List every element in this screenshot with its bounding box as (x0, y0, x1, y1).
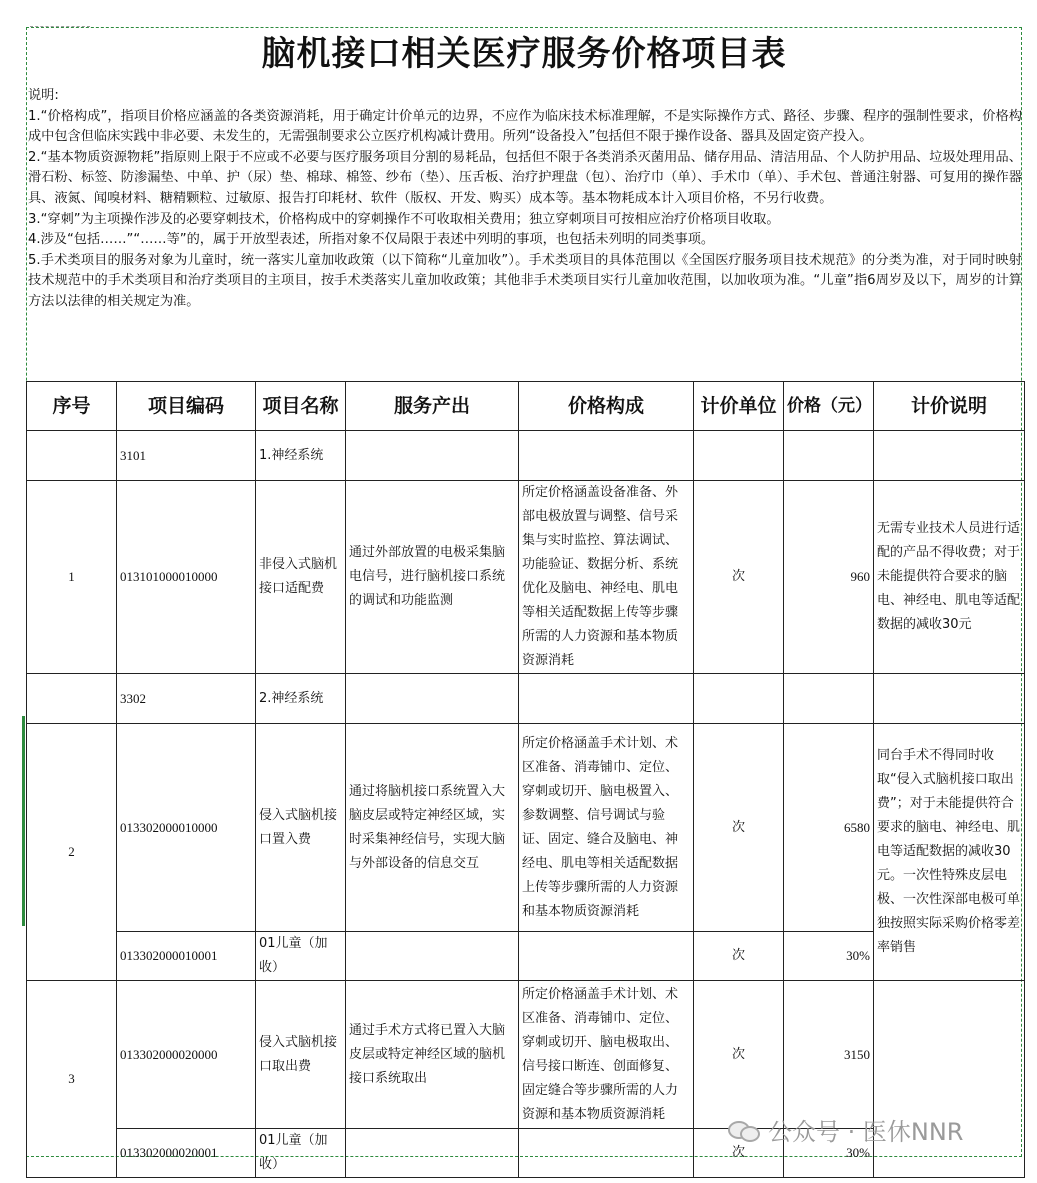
note-item: 4.涉及“包括……”“……等”的，属于开放型表述，所指对象不仅局限于表述中列明的事项，也包括未列明的同类事项。 (28, 232, 715, 248)
header-cell: 价格构成 (519, 382, 694, 431)
header-cell: 序号 (27, 382, 117, 431)
table-header-row (27, 382, 1025, 431)
item-name[interactable]: 侵入式脑机接口取出费 (256, 981, 346, 1129)
category-name[interactable]: 2.神经系统 (256, 674, 346, 724)
table-cell[interactable] (346, 932, 519, 981)
watermark (728, 1112, 963, 1147)
table-cell[interactable] (784, 431, 874, 481)
note-item: 2.“基本物质资源物耗”指原则上限于不应或不必要与医疗服务项目分割的易耗品，包括但不限于各类消杀灭菌用品、储存用品、清洁用品、个人防护用品、垃圾处理用品、滑石粉、标签、防渗漏垫、中单、护（尿）垫、棉球、棉签、纱布（垫）、压舌板、治疗护理盘（包）、治疗巾（单）、手术巾（单）、手术包、普通注射器、可复用的操作器具、液氮、闻嗅材料、糖精颗粒、过敏原、报告打印耗材、软件（版权、开发、购买）成本等。基本物耗成本计入项目价格，不另行收费。 (28, 149, 1022, 206)
item-name[interactable]: 非侵入式脑机接口适配费 (256, 481, 346, 674)
item-name[interactable]: 01儿童（加收） (256, 932, 346, 981)
price-value[interactable]: 6580 (784, 724, 874, 932)
header-cell: 计价单位 (694, 382, 784, 431)
item-code[interactable]: 013302000020000 (117, 981, 256, 1129)
item-name[interactable]: 侵入式脑机接口置入费 (256, 724, 346, 932)
table-cell[interactable] (694, 674, 784, 724)
notes-heading: 说明: (28, 88, 59, 103)
table-cell[interactable] (27, 674, 117, 724)
category-code[interactable]: 3302 (117, 674, 256, 724)
table-cell[interactable] (519, 932, 694, 981)
note-item: 1.“价格构成”，指项目价格应涵盖的各类资源消耗，用于确定计价单元的边界，不应作为临床技术标准理解，不是实际操作方式、路径、步骤、程序的强制性要求，价格构成中包含但临床实践中非必要、未发生的，无需强制要求公立医疗机构减计费用。所列“设备投入”包括但不限于操作设备、器具及固定资产投入。 (28, 108, 1022, 145)
billing-note[interactable]: 无需专业技术人员进行适配的产品不得收费；对于未能提供符合要求的脑电、神经电、肌电等适配数据的减收30元 (874, 481, 1025, 674)
price-composition[interactable]: 所定价格涵盖设备准备、外部电极放置与调整、信号采集与实时监控、算法调试、功能验证、数据分析、系统优化及脑电、神经电、肌电等相关适配数据上传等步骤所需的人力资源和基本物质资源消耗 (519, 481, 694, 674)
header-cell: 服务产出 (346, 382, 519, 431)
table-cell[interactable] (346, 431, 519, 481)
item-code[interactable]: 013302000010001 (117, 932, 256, 981)
service-output[interactable]: 通过手术方式将已置入大脑皮层或特定神经区域的脑机接口系统取出 (346, 981, 519, 1129)
page-title: 脑机接口相关医疗服务价格项目表 (261, 34, 787, 74)
note-item: 3.“穿刺”为主项操作涉及的必要穿刺技术，价格构成中的穿刺操作不可收取相关费用；独立穿刺项目可按相应治疗价格项目收取。 (28, 211, 780, 227)
price-value[interactable]: 30% (784, 1129, 874, 1178)
billing-unit[interactable]: 次 (694, 1129, 784, 1178)
item-code[interactable]: 013302000010000 (117, 724, 256, 932)
table-row (27, 481, 1025, 674)
price-value[interactable]: 3150 (784, 981, 874, 1129)
table-row (27, 724, 1025, 932)
header-cell: 项目编码 (117, 382, 256, 431)
table-cell[interactable] (27, 431, 117, 481)
billing-unit[interactable]: 次 (694, 981, 784, 1129)
sheet-corner-stub (30, 8, 90, 27)
header-cell: 计价说明 (874, 382, 1025, 431)
billing-unit[interactable]: 次 (694, 481, 784, 674)
billing-unit[interactable]: 次 (694, 932, 784, 981)
category-row (27, 674, 1025, 724)
note-item: 5.手术类项目的服务对象为儿童时，统一落实儿童加收政策（以下简称“儿童加收”）。手术类项目的具体范围以《全国医疗服务项目技术规范》的分类为准，对于同时映射技术规范中的手术类项目和治疗类项目的主项目，按手术类落实儿童加收政策；其他非手术类项目实行儿童加收范围，以加收项为准。“儿童”指6周岁及以下，周岁的计算方法以法律的相关规定为准。 (28, 252, 1022, 309)
category-row (27, 431, 1025, 481)
table-cell[interactable] (519, 431, 694, 481)
item-code[interactable]: 013101000010000 (117, 481, 256, 674)
table-cell[interactable] (346, 674, 519, 724)
selection-bar (22, 716, 25, 926)
price-value[interactable]: 30% (784, 932, 874, 981)
table-row (27, 981, 1025, 1129)
table-cell[interactable] (874, 431, 1025, 481)
row-number[interactable]: 2 (27, 724, 117, 981)
table-cell[interactable] (694, 431, 784, 481)
item-code[interactable]: 013302000020001 (117, 1129, 256, 1178)
service-output[interactable]: 通过外部放置的电极采集脑电信号，进行脑机接口系统的调试和功能监测 (346, 481, 519, 674)
row-number[interactable]: 3 (27, 981, 117, 1178)
table-cell[interactable] (874, 674, 1025, 724)
billing-note[interactable] (874, 981, 1025, 1178)
table-cell[interactable] (519, 674, 694, 724)
price-composition[interactable]: 所定价格涵盖手术计划、术区准备、消毒铺巾、定位、穿刺或切开、脑电极取出、信号接口断连、创面修复、固定缝合等步骤所需的人力资源和基本物质资源消耗 (519, 981, 694, 1129)
wechat-icon (728, 1119, 762, 1141)
service-output[interactable]: 通过将脑机接口系统置入大脑皮层或特定神经区域，实时采集神经信号，实现大脑与外部设备的信息交互 (346, 724, 519, 932)
header-cell: 价格（元） (784, 382, 874, 431)
header-cell: 项目名称 (256, 382, 346, 431)
price-table (26, 381, 1025, 1178)
item-name[interactable]: 01儿童（加收） (256, 1129, 346, 1178)
watermark-text: 公众号 · 医休NNR (768, 1118, 964, 1146)
notes-block (28, 86, 1022, 313)
table-cell[interactable] (346, 1129, 519, 1178)
category-name[interactable]: 1.神经系统 (256, 431, 346, 481)
price-composition[interactable]: 所定价格涵盖手术计划、术区准备、消毒铺巾、定位、穿刺或切开、脑电极置入、参数调整、信号调试与验证、固定、缝合及脑电、神经电、肌电等相关适配数据上传等步骤所需的人力资源和基本物质资源消耗 (519, 724, 694, 932)
category-code[interactable]: 3101 (117, 431, 256, 481)
price-value[interactable]: 960 (784, 481, 874, 674)
table-cell[interactable] (784, 674, 874, 724)
billing-unit[interactable]: 次 (694, 724, 784, 932)
row-number[interactable]: 1 (27, 481, 117, 674)
billing-note[interactable]: 同台手术不得同时收取“侵入式脑机接口取出费”；对于未能提供符合要求的脑电、神经电、肌电等适配数据的减收30元。一次性特殊皮层电极、一次性深部电极可单独按照实际采购价格零差率销售 (874, 724, 1025, 981)
table-cell[interactable] (519, 1129, 694, 1178)
